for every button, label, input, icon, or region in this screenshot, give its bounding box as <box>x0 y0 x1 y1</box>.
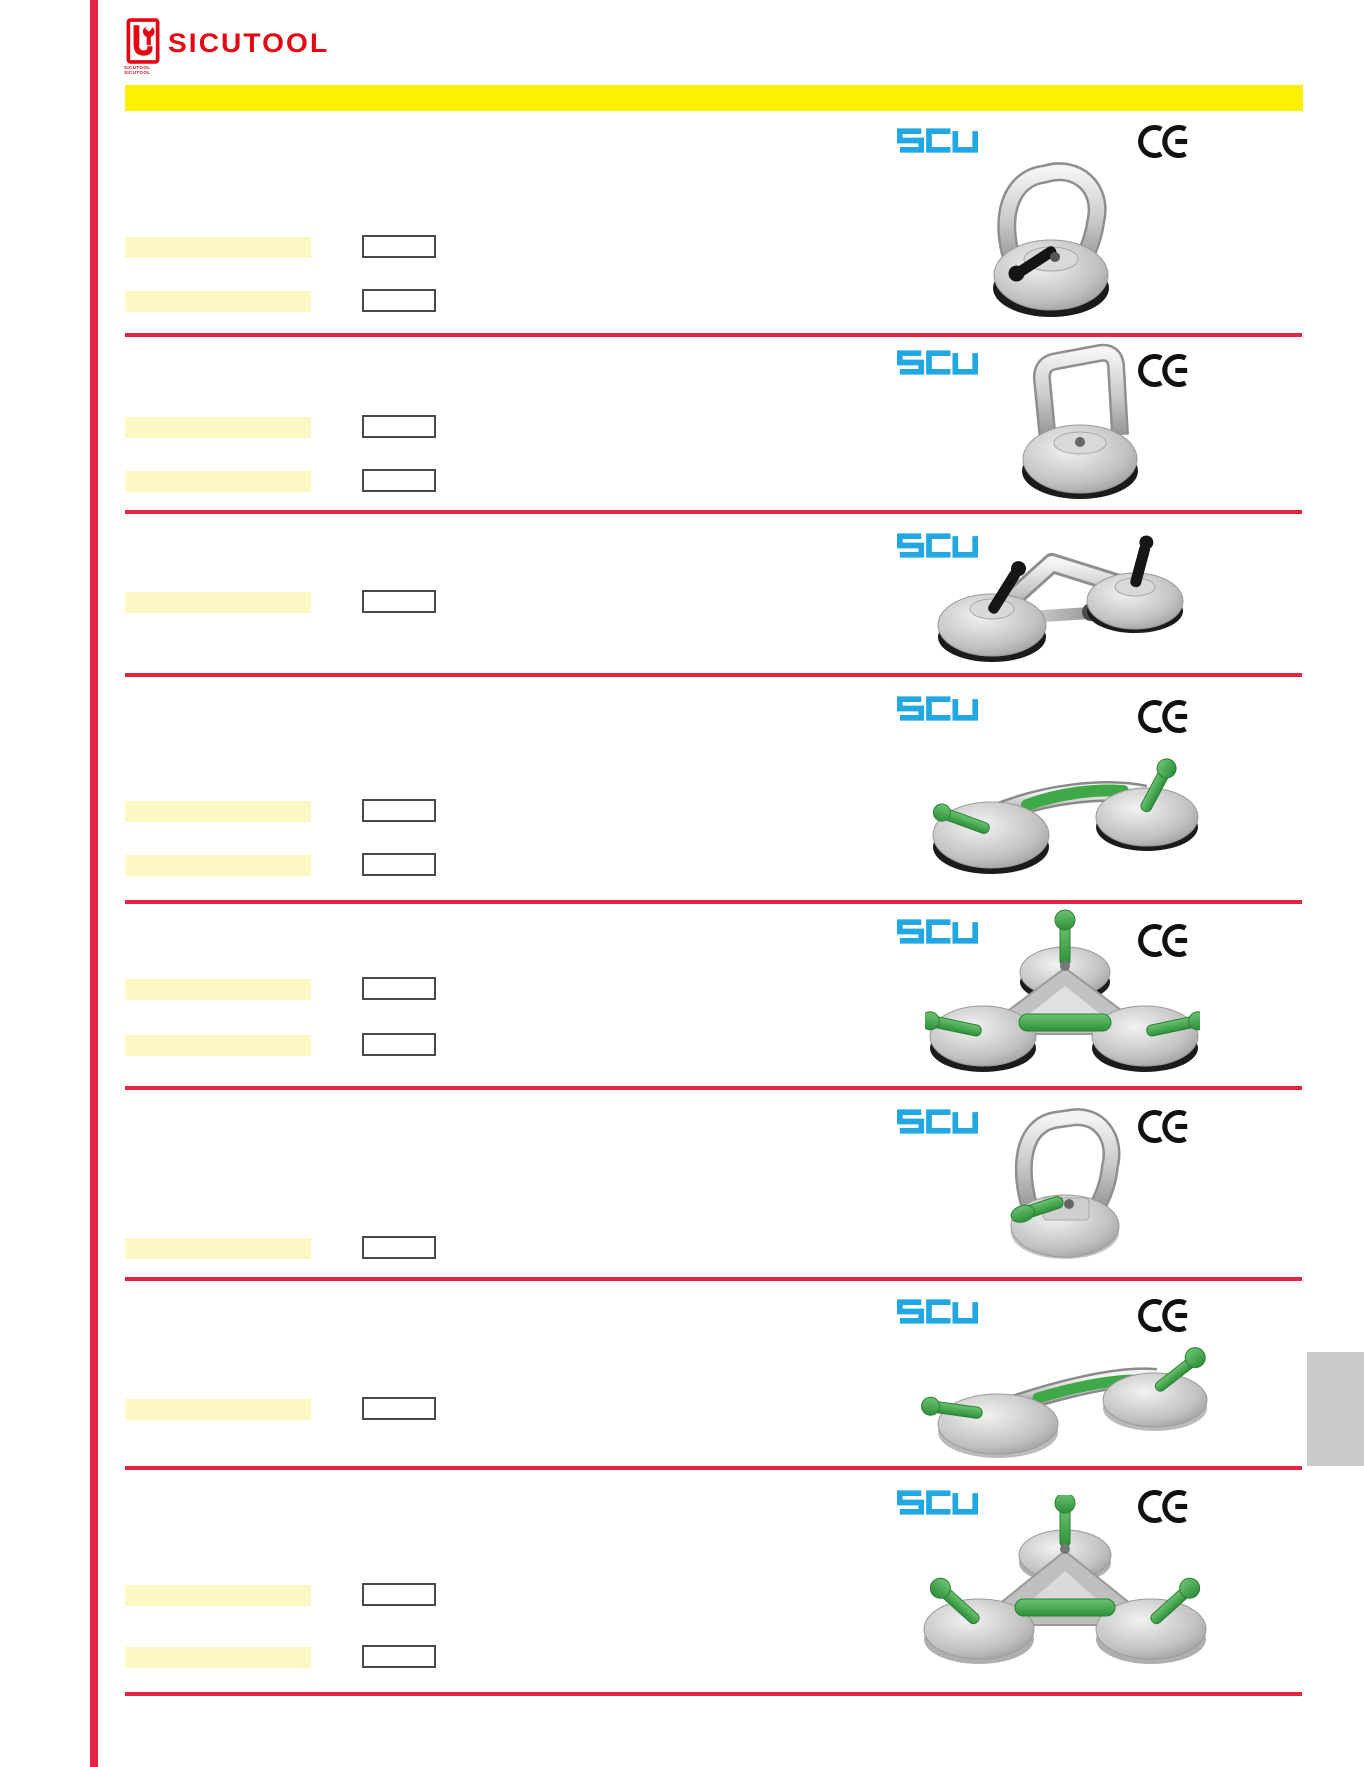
order-entry-box[interactable] <box>362 1236 436 1259</box>
scu-logo-icon <box>897 128 978 153</box>
order-entry-box[interactable] <box>362 1645 436 1668</box>
ce-mark-icon <box>1135 122 1191 161</box>
single-cup-suction-lifter-loop-handle-image <box>1000 343 1160 503</box>
product-code-highlight <box>125 291 311 312</box>
left-red-accent-bar <box>90 0 98 1767</box>
product-code-highlight <box>125 237 311 258</box>
triple-cup-suction-lifter-raised-green-levers-image <box>915 1495 1215 1680</box>
product-code-highlight <box>125 1238 311 1259</box>
section-divider <box>125 673 1302 677</box>
product-code-highlight <box>125 1585 311 1606</box>
scu-logo-icon <box>897 696 978 721</box>
product-code-highlight <box>125 801 311 822</box>
section-divider <box>125 1277 1302 1281</box>
section-divider <box>125 1466 1302 1470</box>
sicutool-logo-mark-icon <box>126 18 160 64</box>
single-cup-suction-lifter-black-lever-image <box>975 158 1127 320</box>
section-divider <box>125 333 1302 337</box>
product-code-highlight <box>125 1399 311 1420</box>
order-entry-box[interactable] <box>362 1583 436 1606</box>
product-code-highlight <box>125 592 311 613</box>
sicutool-logo-caption: SICUTOOL SICUTOOL <box>124 65 151 75</box>
order-entry-box[interactable] <box>362 1033 436 1056</box>
product-code-highlight <box>125 1035 311 1056</box>
product-code-highlight <box>125 855 311 876</box>
sicutool-logo-text: SICUTOOL <box>168 28 330 58</box>
product-code-highlight <box>125 417 311 438</box>
double-cup-suction-lifter-black-levers-image <box>930 525 1192 667</box>
scu-logo-icon <box>897 350 978 375</box>
product-code-highlight <box>125 1647 311 1668</box>
single-cup-suction-lifter-green-lever-image <box>995 1100 1135 1265</box>
order-entry-box[interactable] <box>362 853 436 876</box>
triple-cup-suction-lifter-green-levers-image <box>925 908 1200 1083</box>
double-cup-swivel-suction-lifter-green-levers-image <box>920 1330 1212 1465</box>
product-code-highlight <box>125 471 311 492</box>
order-entry-box[interactable] <box>362 415 436 438</box>
order-entry-box[interactable] <box>362 469 436 492</box>
order-entry-box[interactable] <box>362 799 436 822</box>
ce-mark-icon <box>1135 697 1191 736</box>
order-entry-box[interactable] <box>362 977 436 1000</box>
section-divider <box>125 1086 1302 1090</box>
ce-mark-icon <box>1135 1107 1191 1146</box>
double-cup-suction-lifter-green-levers-image <box>915 735 1207 887</box>
page-edge-tab <box>1307 1352 1364 1466</box>
order-entry-box[interactable] <box>362 1397 436 1420</box>
section-divider <box>125 1692 1302 1696</box>
order-entry-box[interactable] <box>362 235 436 258</box>
product-code-highlight <box>125 979 311 1000</box>
scu-logo-icon <box>897 1109 978 1134</box>
header-highlight-band <box>125 85 1303 111</box>
order-entry-box[interactable] <box>362 590 436 613</box>
section-divider <box>125 510 1302 514</box>
section-divider <box>125 900 1302 904</box>
order-entry-box[interactable] <box>362 289 436 312</box>
scu-logo-icon <box>897 1299 978 1324</box>
